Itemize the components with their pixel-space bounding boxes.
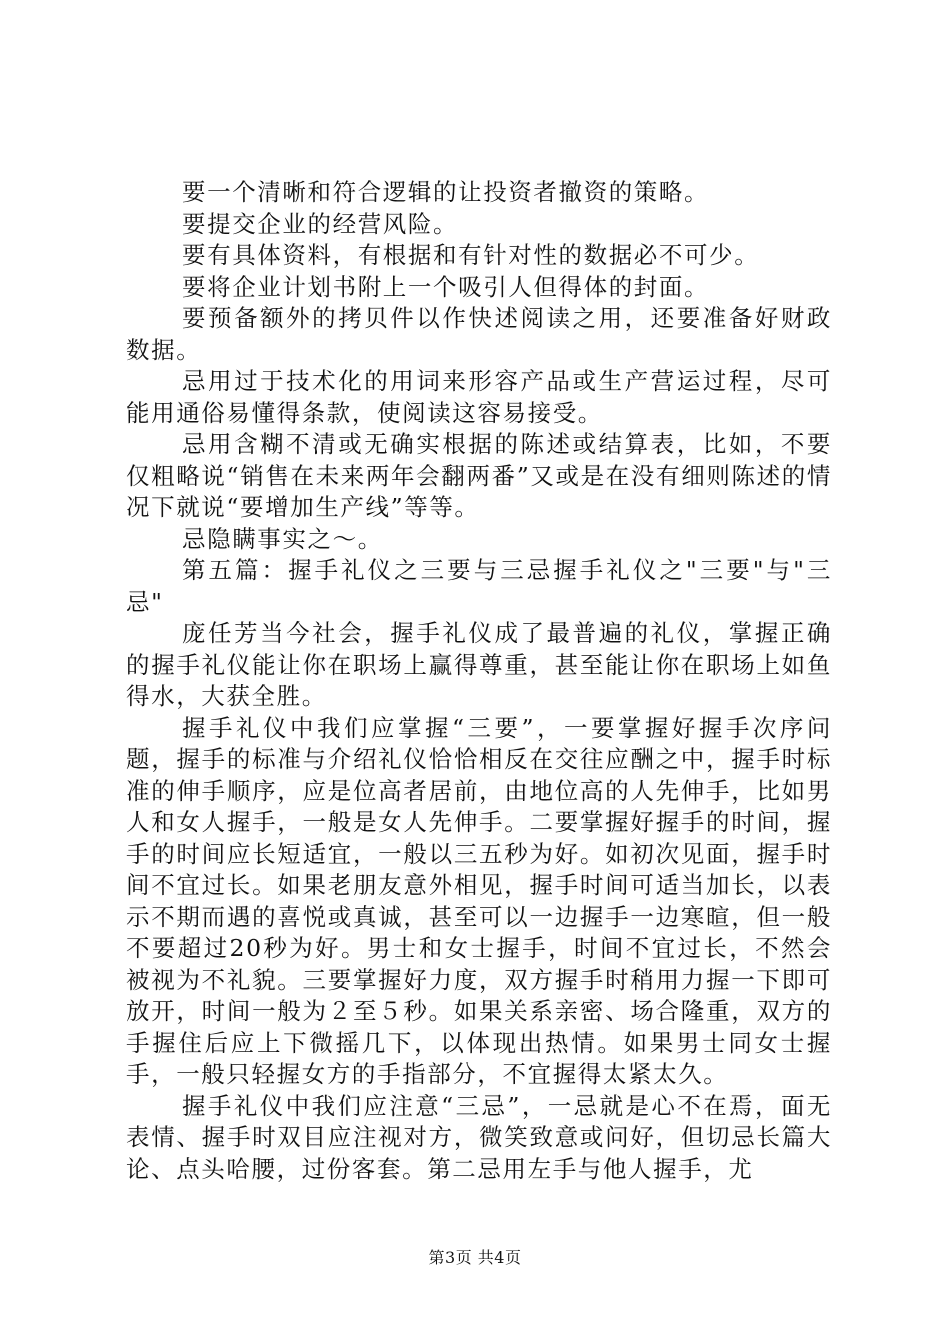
paragraph: 要有具体资料，有根据和有针对性的数据必不可少。	[182, 241, 760, 269]
page-number-footer: 第3页 共4页	[428, 1248, 522, 1267]
paragraph: 忌用含糊不清或无确实根据的陈述或结算表，比如，不要仅粗略说“销售在未来两年会翻两番”又或是在没有细则陈述的情况下就说“要增加生产线”等等。	[126, 430, 832, 521]
section-heading: 第五篇：握手礼仪之三要与三忌握手礼仪之"三要"与"三忌"	[126, 556, 832, 616]
paragraph: 庞任芳当今社会，握手礼仪成了最普遍的礼仪，掌握正确的握手礼仪能让你在职场上赢得尊重，甚至能让你在职场上如鱼得水，大获全胜。	[126, 619, 832, 710]
paragraph: 要预备额外的拷贝件以作快述阅读之用，还要准备好财政数据。	[126, 304, 832, 364]
paragraph: 忌隐瞒事实之～。	[182, 524, 383, 553]
paragraph: 握手礼仪中我们应注意“三忌”，一忌就是心不在焉，面无表情、握手时双目应注视对方，微笑致意或问好，但切忌长篇大论、点头哈腰，过份客套。第二忌用左手与他人握手，尤	[126, 1091, 832, 1183]
paragraph: 要将企业计划书附上一个吸引人但得体的封面。	[182, 272, 710, 301]
document-body	[126, 177, 832, 1185]
paragraph: 握手礼仪中我们应掌握“三要”，一要掌握好握手次序问题，握手的标准与介绍礼仪恰恰相反在交往应酬之中，握手时标准的伸手顺序，应是位高者居前，由地位高的人先伸手，比如男人和女人握手，一般是女人先伸手。二要掌握好握手的时间，握手的时间应长短适宜，一般以三五秒为好。如初次见面，握手时间不宜过长。如果老朋友意外相见，握手时间可适当加长，以表示不期而遇的喜悦或真诚，甚至可以一边握手一边寒暄，但一般不要超过20秒为好。男士和女士握手，时间不宜过长，不然会被视为不礼貌。三要掌握好力度，双方握手时稍用力握一下即可放开，时间一般为２至５秒。如果关系亲密、场合隆重，双方的手握住后应上下微摇几下，以体现出热情。如果男士同女士握手，一般只轻握女方的手指部分，不宜握得太紧太久。	[126, 713, 832, 1088]
paragraph: 要提交企业的经营风险。	[182, 209, 459, 238]
paragraph: 要一个清晰和符合逻辑的让投资者撤资的策略。	[182, 178, 710, 206]
paragraph: 忌用过于技术化的用词来形容产品或生产营运过程，尽可能用通俗易懂得条款，使阅读这容易接受。	[126, 367, 832, 427]
